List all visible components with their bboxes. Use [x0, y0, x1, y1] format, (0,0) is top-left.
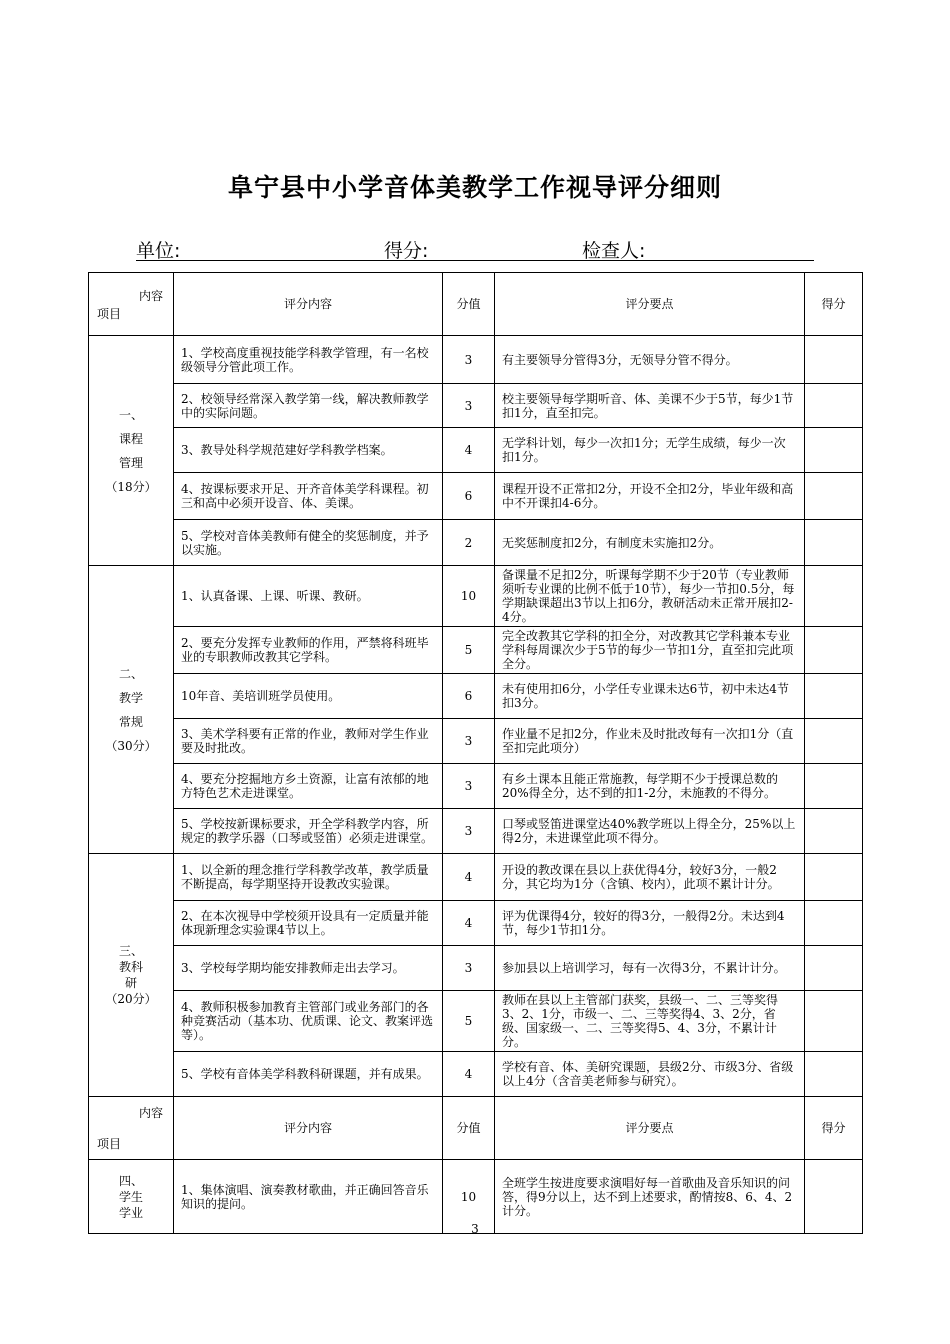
row-points: 4	[443, 1052, 495, 1097]
row-points: 10	[443, 566, 495, 627]
row-criteria: 教师在县以上主管部门获奖，县级一、二、三等奖得3、2、1分，市级一、二、三等奖得4、3、2分，省级、国家级一、二、三等奖得5、4、3分，不累计计分。	[495, 991, 805, 1052]
row-criteria: 未有使用扣6分，小学任专业课未达6节，初中未达4节扣3分。	[495, 674, 805, 719]
table-row	[89, 473, 863, 520]
row-points: 3	[443, 809, 495, 854]
row-criteria: 作业量不足扣2分，作业未及时批改每有一次扣1分（直至扣完此项分）	[495, 719, 805, 764]
row-criteria: 参加县以上培训学习，每有一次得3分，不累计计分。	[495, 946, 805, 991]
row-score-cell[interactable]	[805, 674, 863, 719]
table-row	[89, 809, 863, 854]
row-content: 5、学校有音体美学科教科研课题，并有成果。	[174, 1052, 443, 1097]
unit-label: 单位:	[136, 240, 181, 262]
category-teaching-routine: 二、 教学 常规 （30分）	[89, 566, 174, 854]
row-content: 5、学校对音体美教师有健全的奖惩制度，并予以实施。	[174, 520, 443, 566]
row-points: 6	[443, 674, 495, 719]
row-points: 4	[443, 901, 495, 946]
row-score-cell[interactable]	[805, 1052, 863, 1097]
category-student-academics: 四、 学生 学业	[89, 1160, 174, 1234]
row-criteria: 评为优课得4分，较好的得3分，一般得2分。未达到4节，每少1节扣1分。	[495, 901, 805, 946]
table-row	[89, 384, 863, 428]
row-criteria: 校主要领导每学期听音、体、美课不少于5节，每少1节扣1分，直至扣完。	[495, 384, 805, 428]
row-content: 1、以全新的理念推行学科教学改革，教学质量不断提高，每学期坚持开设教改实验课。	[174, 854, 443, 901]
header-score: 得分	[805, 273, 863, 336]
row-content: 3、美术学科要有正常的作业，教师对学生作业要及时批改。	[174, 719, 443, 764]
row-score-cell[interactable]	[805, 991, 863, 1052]
row-points: 4	[443, 854, 495, 901]
row-points: 2	[443, 520, 495, 566]
row-points: 6	[443, 473, 495, 520]
table-header-row	[89, 273, 863, 336]
header-points: 分值	[443, 1097, 495, 1160]
corner-label-content: 内容	[138, 289, 163, 303]
header-criteria: 评分要点	[495, 273, 805, 336]
row-criteria: 口琴或竖笛进课堂达40%教学班以上得全分，25%以上得2分，未进课堂此项不得分。	[495, 809, 805, 854]
category-research: 三、 教科 研 （20分）	[89, 854, 174, 1097]
row-points: 5	[443, 991, 495, 1052]
row-criteria: 有乡土课本且能正常施教，每学期不少于授课总数的20%得全分，达不到的扣1-2分，未施教的不得分。	[495, 764, 805, 809]
row-criteria: 学校有音、体、美研究课题，县级2分、市级3分、省级以上4分（含音美老师参与研究）。	[495, 1052, 805, 1097]
row-criteria: 课程开设不正常扣2分，开设不全扣2分，毕业年级和高中不开课扣4-6分。	[495, 473, 805, 520]
corner-cell	[89, 273, 174, 336]
corner-label-item: 项目	[97, 1137, 122, 1151]
row-content: 1、学校高度重视技能学科教学管理，有一名校级领导分管此项工作。	[174, 336, 443, 384]
row-score-cell[interactable]	[805, 854, 863, 901]
row-content: 1、认真备课、上课、听课、教研。	[174, 566, 443, 627]
table-row	[89, 674, 863, 719]
row-content: 3、学校每学期均能安排教师走出去学习。	[174, 946, 443, 991]
row-content: 4、按课标要求开足、开齐音体美学科课程。初三和高中必须开设音、体、美课。	[174, 473, 443, 520]
header-points: 分值	[443, 273, 495, 336]
row-content: 2、要充分发挥专业教师的作用，严禁将科班毕业的专职教师改教其它学科。	[174, 627, 443, 674]
row-content: 5、学校按新课标要求，开全学科教学内容，所规定的教学乐器（口琴或竖笛）必须走进课堂。	[174, 809, 443, 854]
table-row	[89, 566, 863, 627]
row-score-cell[interactable]	[805, 520, 863, 566]
row-points: 3	[443, 336, 495, 384]
row-criteria: 备课量不足扣2分，听课每学期不少于20节（专业教师须听专业课的比例不低于10节），每少一节扣0.5分，每学期缺课超出3节以上扣6分，教研活动未正常开展扣2-4分。	[495, 566, 805, 627]
row-criteria: 开设的教改课在县以上获优得4分，较好3分，一般2分，其它均为1分（含镇、校内），此项不累计计分。	[495, 854, 805, 901]
row-points: 3	[443, 384, 495, 428]
row-criteria: 完全改教其它学科的扣全分，对改教其它学科兼本专业学科每周课次少于5节的每少一节扣1分，直至扣完此项全分。	[495, 627, 805, 674]
row-points: 3	[443, 719, 495, 764]
row-points: 3	[443, 946, 495, 991]
table-row	[89, 1052, 863, 1097]
table-row	[89, 854, 863, 901]
row-criteria: 有主要领导分管得3分，无领导分管不得分。	[495, 336, 805, 384]
row-score-cell[interactable]	[805, 428, 863, 473]
row-content: 10年音、美培训班学员使用。	[174, 674, 443, 719]
header-criteria: 评分要点	[495, 1097, 805, 1160]
row-content: 4、要充分挖掘地方乡土资源，让富有浓郁的地方特色艺术走进课堂。	[174, 764, 443, 809]
row-points: 3	[443, 764, 495, 809]
row-score-cell[interactable]	[805, 764, 863, 809]
category-course-management: 一、 课程 管理 （18分）	[89, 336, 174, 566]
score-label: 得分:	[384, 240, 429, 262]
row-score-cell[interactable]	[805, 809, 863, 854]
row-score-cell[interactable]	[805, 384, 863, 428]
inspector-label: 检查人:	[582, 240, 646, 262]
row-content: 2、校领导经常深入教学第一线，解决教师教学中的实际问题。	[174, 384, 443, 428]
info-line	[136, 234, 814, 261]
table-row	[89, 946, 863, 991]
table-row	[89, 764, 863, 809]
table-row	[89, 719, 863, 764]
table-row	[89, 428, 863, 473]
row-content: 4、教师积极参加教育主管部门或业务部门的各种竞赛活动（基本功、优质课、论文、教案评选等）。	[174, 991, 443, 1052]
header-content: 评分内容	[174, 1097, 443, 1160]
table-row	[89, 991, 863, 1052]
table-row	[89, 520, 863, 566]
row-points: 4	[443, 428, 495, 473]
row-criteria: 无学科计划，每少一次扣1分；无学生成绩，每少一次扣1分。	[495, 428, 805, 473]
header-score: 得分	[805, 1097, 863, 1160]
table-header-row	[89, 1097, 863, 1160]
table-row	[89, 627, 863, 674]
row-points: 5	[443, 627, 495, 674]
row-score-cell[interactable]	[805, 719, 863, 764]
corner-label-item: 项目	[97, 307, 122, 321]
row-score-cell[interactable]	[805, 473, 863, 520]
row-score-cell[interactable]	[805, 566, 863, 627]
corner-label-content: 内容	[138, 1106, 163, 1120]
row-points: 10	[443, 1160, 495, 1234]
score-table	[88, 272, 863, 1234]
table-row	[89, 336, 863, 384]
row-content: 1、集体演唱、演奏教材歌曲，并正确回答音乐知识的提问。	[174, 1160, 443, 1234]
row-content: 2、在本次视导中学校须开设具有一定质量并能体现新理念实验课4节以上。	[174, 901, 443, 946]
row-criteria: 无奖惩制度扣2分，有制度未实施扣2分。	[495, 520, 805, 566]
corner-cell	[89, 1097, 174, 1160]
row-score-cell[interactable]	[805, 336, 863, 384]
document-title: 阜宁县中小学音体美教学工作视导评分细则	[227, 173, 722, 202]
header-content: 评分内容	[174, 273, 443, 336]
table-row	[89, 901, 863, 946]
page-number: 3	[471, 1222, 479, 1236]
row-score-cell[interactable]	[805, 627, 863, 674]
row-criteria: 全班学生按进度要求演唱好每一首歌曲及音乐知识的问答，得9分以上，达不到上述要求，酌情按8、6、4、2计分。	[495, 1160, 805, 1234]
row-content: 3、教导处科学规范建好学科教学档案。	[174, 428, 443, 473]
row-score-cell[interactable]	[805, 901, 863, 946]
row-score-cell[interactable]	[805, 946, 863, 991]
